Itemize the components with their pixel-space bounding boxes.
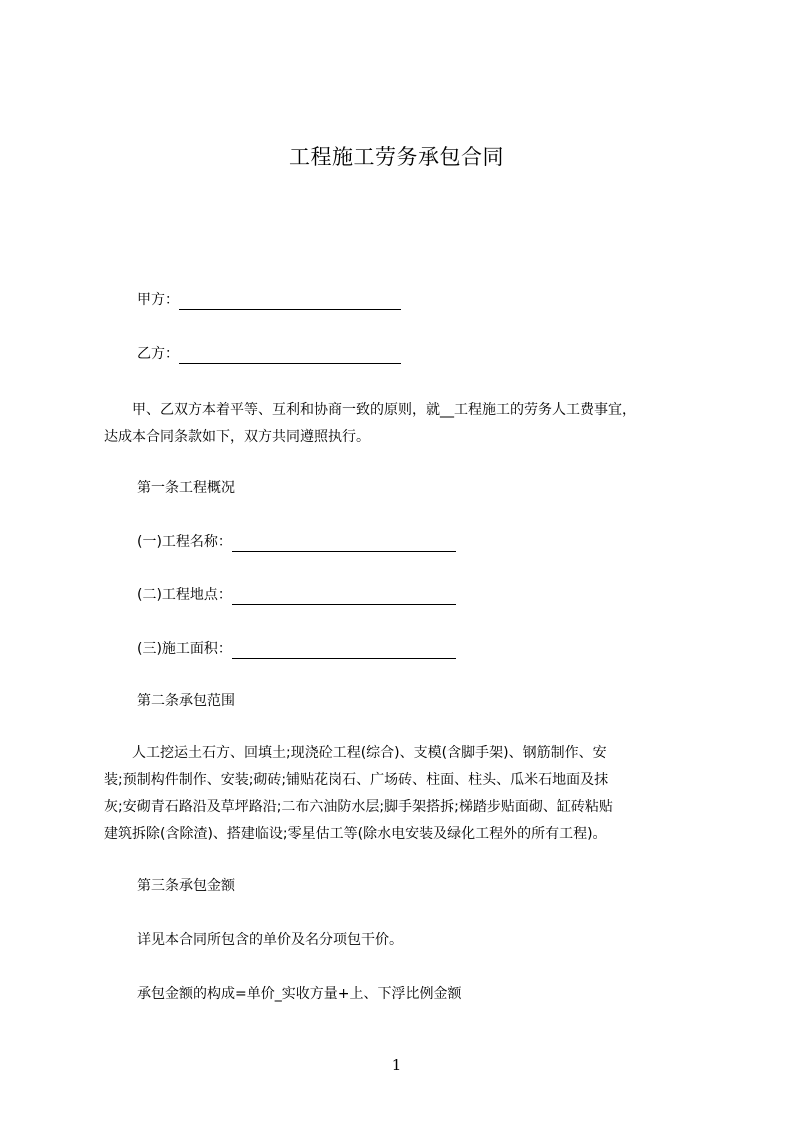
scope-line-1: 人工挖运土石方、回填土;现浇砼工程(综合)、支模(含脚手架)、钢筋制作、安 xyxy=(132,745,607,761)
party-a-blank[interactable] xyxy=(179,295,401,310)
construction-area-blank[interactable] xyxy=(232,644,456,659)
party-b-blank[interactable] xyxy=(179,349,401,364)
scope-line-2: 装;预制构件制作、安装;砌砖;铺贴花岗石、广场砖、柱面、柱头、瓜米石地面及抹 xyxy=(104,772,609,788)
article-3-heading: 第三条承包金额 xyxy=(137,878,235,894)
intro-line-2: 达成本合同条款如下，双方共同遵照执行。 xyxy=(104,429,370,445)
project-name-blank[interactable] xyxy=(232,537,456,552)
party-b-line xyxy=(137,344,401,364)
construction-area-line xyxy=(137,639,456,659)
project-location-line xyxy=(137,585,456,605)
article-2-heading: 第二条承包范围 xyxy=(137,693,235,709)
project-location-blank[interactable] xyxy=(232,590,456,605)
project-name-line xyxy=(137,532,456,552)
scope-line-4: 建筑拆除(含除渣)、搭建临设;零星估工等(除水电安装及绿化工程外的所有工程)。 xyxy=(104,826,607,842)
article-1-heading: 第一条工程概况 xyxy=(137,480,235,496)
intro-line-1: 甲、乙双方本着平等、互利和协商一致的原则，就__工程施工的劳务人工费事宜， xyxy=(132,402,636,418)
party-a-line xyxy=(137,290,401,310)
amount-formula: 承包金额的构成=单价_实收方量+上、下浮比例金额 xyxy=(137,986,462,1002)
scope-paragraph xyxy=(104,740,688,848)
amount-text: 详见本合同所包含的单价及名分项包干价。 xyxy=(137,932,403,948)
document-title: 工程施工劳务承包合同 xyxy=(289,145,504,169)
project-location-label: (二)工程地点： xyxy=(137,587,232,603)
party-b-label: 乙方： xyxy=(137,346,179,362)
party-a-label: 甲方： xyxy=(137,292,179,308)
intro-paragraph xyxy=(104,397,688,451)
scope-line-3: 灰;安砌青石路沿及草坪路沿;二布六油防水层;脚手架搭拆;梯踏步贴面砌、缸砖粘贴 xyxy=(104,799,613,815)
page-number: 1 xyxy=(391,1056,402,1074)
construction-area-label: (三)施工面积： xyxy=(137,641,232,657)
project-name-label: (一)工程名称： xyxy=(137,534,232,550)
